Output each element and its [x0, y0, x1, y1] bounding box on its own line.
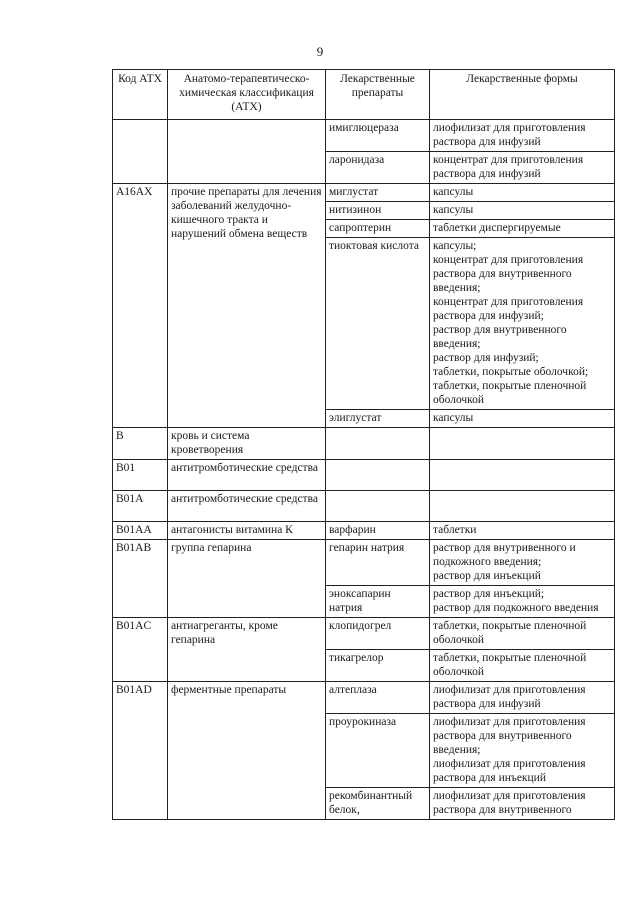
dosage-forms-cell — [430, 428, 615, 460]
header-classification: Анатомо-терапевтическо-химическая классификация (АТХ) — [168, 70, 326, 120]
dosage-form-line: таблетки, покрытые пленочной оболочкой — [433, 620, 587, 646]
dosage-form-line: лиофилизат для приготовления раствора для инфузий — [433, 122, 586, 148]
dosage-forms-cell — [430, 618, 615, 650]
drug-name-cell: эноксапарин натрия — [326, 586, 430, 618]
header-forms: Лекарственные формы — [430, 70, 615, 120]
table-row — [113, 428, 615, 460]
dosage-form-line: лиофилизат для приготовления раствора для внутривенного введения; — [433, 716, 586, 756]
atx-classification-cell: группа гепарина — [168, 540, 326, 618]
dosage-form-line: раствор для инъекций; — [433, 588, 545, 600]
dosage-form-line: капсулы — [433, 186, 474, 198]
atx-classification-cell: кровь и система кроветворения — [168, 428, 326, 460]
atx-code-cell: B — [113, 428, 168, 460]
dosage-form-line: раствор для инъекций — [433, 570, 541, 582]
drug-name-cell: элиглустат — [326, 410, 430, 428]
drug-name-cell: ларонидаза — [326, 152, 430, 184]
atx-code-cell: B01AC — [113, 618, 168, 682]
dosage-form-line: капсулы — [433, 412, 474, 424]
table-row — [113, 618, 615, 650]
table-row — [113, 491, 615, 522]
dosage-form-line: таблетки, покрытые оболочкой; — [433, 366, 589, 378]
atx-code-cell: B01AA — [113, 522, 168, 540]
drug-name-cell: проурокиназа — [326, 714, 430, 788]
dosage-form-line: таблетки диспергируемые — [433, 222, 561, 234]
dosage-form-line: раствор для внутривенного и подкожного введения; — [433, 542, 576, 568]
dosage-form-line: капсулы — [433, 204, 474, 216]
dosage-forms-cell — [430, 586, 615, 618]
dosage-forms-cell — [430, 238, 615, 410]
dosage-form-line: концентрат для приготовления раствора для внутривенного введения; — [433, 254, 584, 294]
table-row — [113, 460, 615, 491]
drug-name-cell: варфарин — [326, 522, 430, 540]
atx-code-cell: B01 — [113, 460, 168, 491]
atx-code-cell: B01AB — [113, 540, 168, 618]
dosage-form-line: концентрат для приготовления раствора для инфузий; — [433, 296, 584, 322]
drug-name-cell: гепарин натрия — [326, 540, 430, 586]
dosage-form-line: таблетки, покрытые пленочной оболочкой — [433, 652, 587, 678]
table-body — [113, 120, 615, 820]
atx-classification-cell: прочие препараты для лечения заболеваний желудочно-кишечного тракта и нарушений обмена веществ — [168, 184, 326, 428]
drug-name-cell: миглустат — [326, 184, 430, 202]
dosage-forms-cell — [430, 202, 615, 220]
drug-name-cell: сапроптерин — [326, 220, 430, 238]
dosage-form-line: раствор для инфузий; — [433, 352, 539, 364]
dosage-forms-cell — [430, 120, 615, 152]
atx-code-cell — [113, 120, 168, 184]
dosage-forms-cell — [430, 522, 615, 540]
dosage-form-line: таблетки, покрытые пленочной оболочкой — [433, 380, 587, 406]
dosage-forms-cell — [430, 714, 615, 788]
dosage-forms-cell — [430, 682, 615, 714]
atx-classification-cell: ферментные препараты — [168, 682, 326, 820]
dosage-forms-cell — [430, 184, 615, 202]
drug-name-cell — [326, 491, 430, 522]
atx-code-cell: B01AD — [113, 682, 168, 820]
table-row — [113, 522, 615, 540]
header-drugs: Лекарственные препараты — [326, 70, 430, 120]
drug-name-cell: клопидогрел — [326, 618, 430, 650]
dosage-forms-cell — [430, 220, 615, 238]
dosage-form-line: лиофилизат для приготовления раствора для инфузий — [433, 684, 586, 710]
drug-name-cell — [326, 460, 430, 491]
dosage-forms-cell — [430, 152, 615, 184]
drug-name-cell: имиглюцераза — [326, 120, 430, 152]
dosage-form-line: капсулы; — [433, 240, 477, 252]
dosage-forms-cell — [430, 540, 615, 586]
table-row — [113, 120, 615, 152]
header-code: Код АТХ — [113, 70, 168, 120]
dosage-form-line: таблетки — [433, 524, 477, 536]
dosage-forms-cell — [430, 650, 615, 682]
drug-name-cell: рекомбинантный белок, — [326, 788, 430, 820]
dosage-form-line: лиофилизат для приготовления раствора для инъекций — [433, 758, 586, 784]
drug-name-cell: нитизинон — [326, 202, 430, 220]
atx-classification-cell: антитромботические средства — [168, 491, 326, 522]
dosage-form-line: раствор для внутривенного введения; — [433, 324, 567, 350]
dosage-form-line: раствор для подкожного введения — [433, 602, 599, 614]
dosage-forms-cell — [430, 410, 615, 428]
drug-name-cell: алтеплаза — [326, 682, 430, 714]
drug-name-cell — [326, 428, 430, 460]
atx-classification-cell — [168, 120, 326, 184]
table-row — [113, 184, 615, 202]
atx-classification-cell: антагонисты витамина К — [168, 522, 326, 540]
dosage-form-line: концентрат для приготовления раствора для инфузий — [433, 154, 584, 180]
table-row — [113, 682, 615, 714]
dosage-forms-cell — [430, 491, 615, 522]
page-number: 9 — [316, 44, 324, 59]
atx-classification-cell: антиагреганты, кроме гепарина — [168, 618, 326, 682]
atx-table — [112, 69, 615, 820]
atx-code-cell: B01A — [113, 491, 168, 522]
table-header-row — [113, 70, 615, 120]
atx-classification-cell: антитромботические средства — [168, 460, 326, 491]
dosage-forms-cell — [430, 788, 615, 820]
dosage-forms-cell — [430, 460, 615, 491]
drug-name-cell: тиоктовая кислота — [326, 238, 430, 410]
atx-code-cell: A16AX — [113, 184, 168, 428]
table-row — [113, 540, 615, 586]
drug-name-cell: тикагрелор — [326, 650, 430, 682]
dosage-form-line: лиофилизат для приготовления раствора для внутривенного — [433, 790, 586, 816]
